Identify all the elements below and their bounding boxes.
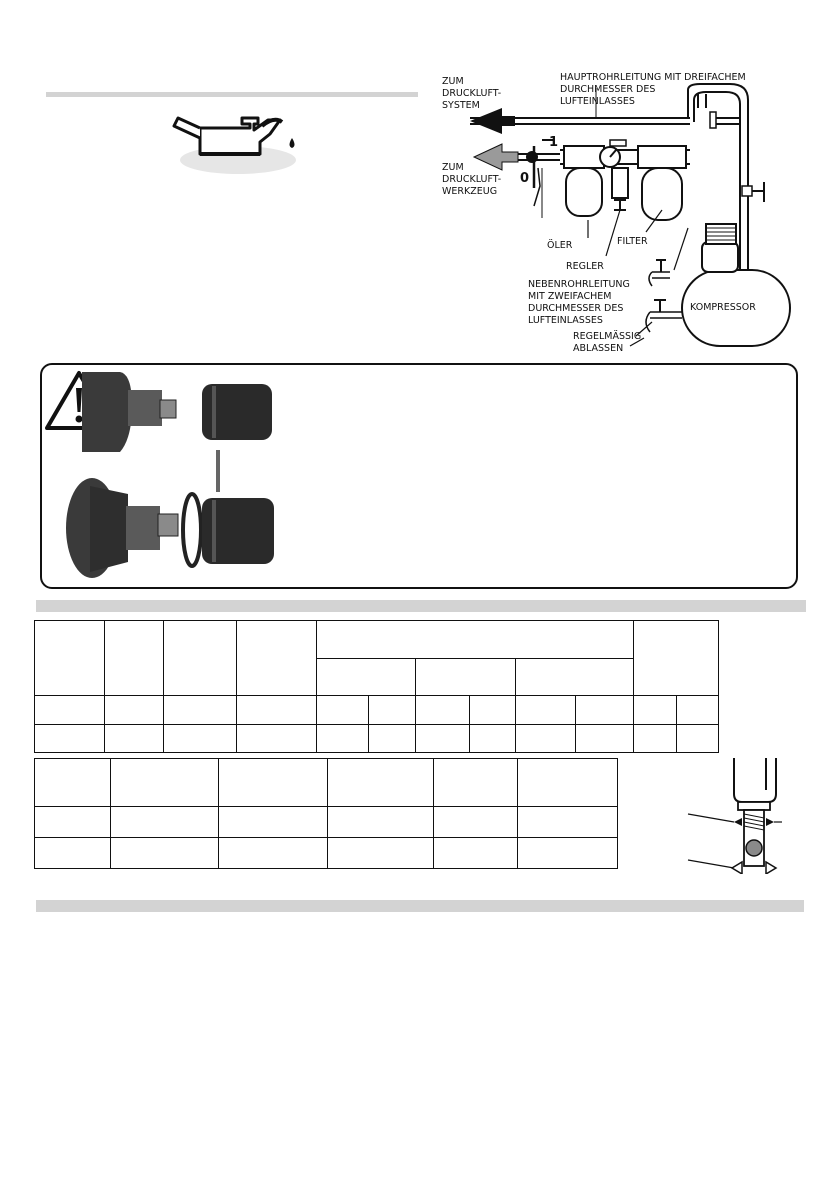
label-hauptrohrleitung: HAUPTROHRLEITUNG MIT DREIFACHEM DURCHMESSER DES LUFTEINLASSES bbox=[560, 72, 746, 107]
section-bar-middle bbox=[36, 600, 806, 612]
table-cell bbox=[518, 807, 618, 838]
table-cell bbox=[576, 696, 634, 725]
section-bar-top-left bbox=[46, 92, 418, 97]
table-cell bbox=[676, 696, 718, 725]
table-cell bbox=[416, 696, 470, 725]
table-row bbox=[35, 838, 618, 869]
table-cell bbox=[316, 725, 369, 753]
t1-header-group bbox=[316, 621, 633, 659]
table-cell bbox=[634, 696, 677, 725]
label-zum-druckluft-system: ZUM DRUCKLUFT- SYSTEM bbox=[442, 76, 502, 111]
table-row bbox=[35, 696, 719, 725]
table-cell bbox=[218, 759, 328, 807]
table-cell bbox=[576, 725, 634, 753]
t1-header-col1 bbox=[35, 621, 105, 696]
table-cell bbox=[328, 807, 434, 838]
table-cell bbox=[516, 696, 576, 725]
valve-off-label: 0 bbox=[520, 171, 530, 186]
table-cell bbox=[218, 807, 328, 838]
table-cell bbox=[35, 696, 105, 725]
table-cell bbox=[110, 759, 218, 807]
table-cell bbox=[518, 838, 618, 869]
label-filter: FILTER bbox=[617, 236, 648, 247]
table-cell bbox=[516, 725, 576, 753]
table-cell bbox=[218, 838, 328, 869]
table-row bbox=[35, 759, 618, 807]
table-cell bbox=[470, 696, 516, 725]
t1-header-col4 bbox=[236, 621, 316, 696]
table-row bbox=[35, 807, 618, 838]
t1-header-col3 bbox=[163, 621, 236, 696]
label-regler: REGLER bbox=[566, 261, 604, 272]
table-cell bbox=[434, 759, 518, 807]
spec-table-2 bbox=[34, 758, 618, 869]
table-cell bbox=[676, 725, 718, 753]
table-cell bbox=[110, 838, 218, 869]
table-cell bbox=[518, 759, 618, 807]
t1-subheader-3 bbox=[516, 659, 634, 696]
table-cell bbox=[236, 696, 316, 725]
oil-can-icon bbox=[170, 108, 300, 178]
table-cell bbox=[35, 807, 111, 838]
table-cell bbox=[328, 759, 434, 807]
label-regelmaessig-ablassen: REGELMÄSSIG ABLASSEN bbox=[573, 331, 642, 354]
table-cell bbox=[369, 725, 416, 753]
table-cell bbox=[35, 725, 105, 753]
t1-subheader-2 bbox=[416, 659, 516, 696]
table-cell bbox=[110, 807, 218, 838]
table-cell bbox=[35, 838, 111, 869]
t1-header-last bbox=[634, 621, 719, 696]
label-zum-druckluft-werkzeug: ZUM DRUCKLUFT- WERKZEUG bbox=[442, 162, 502, 197]
section-bar-bottom bbox=[36, 900, 804, 912]
table-cell bbox=[434, 838, 518, 869]
table-cell bbox=[35, 759, 111, 807]
t1-subheader-1 bbox=[316, 659, 416, 696]
label-nebenrohrleitung: NEBENROHRLEITUNG MIT ZWEIFACHEM DURCHMESSER DES LUFTEINLASSES bbox=[528, 279, 630, 326]
spec-table-1 bbox=[34, 620, 719, 753]
air-fitting-diagram bbox=[684, 756, 784, 874]
table-cell bbox=[104, 725, 163, 753]
table-cell bbox=[434, 807, 518, 838]
table-row bbox=[35, 725, 719, 753]
valve-on-label: 1 bbox=[549, 135, 559, 150]
label-kompressor: KOMPRESSOR bbox=[690, 302, 756, 313]
table-cell bbox=[470, 725, 516, 753]
table-cell bbox=[634, 725, 677, 753]
table-cell bbox=[104, 696, 163, 725]
table-cell bbox=[163, 696, 236, 725]
table-cell bbox=[163, 725, 236, 753]
label-oeler: ÖLER bbox=[547, 240, 573, 251]
table-cell bbox=[328, 838, 434, 869]
table-cell bbox=[236, 725, 316, 753]
socket-tool-illustration bbox=[62, 366, 292, 582]
t1-header-col2 bbox=[104, 621, 163, 696]
table-cell bbox=[316, 696, 369, 725]
table-cell bbox=[416, 725, 470, 753]
table-cell bbox=[369, 696, 416, 725]
